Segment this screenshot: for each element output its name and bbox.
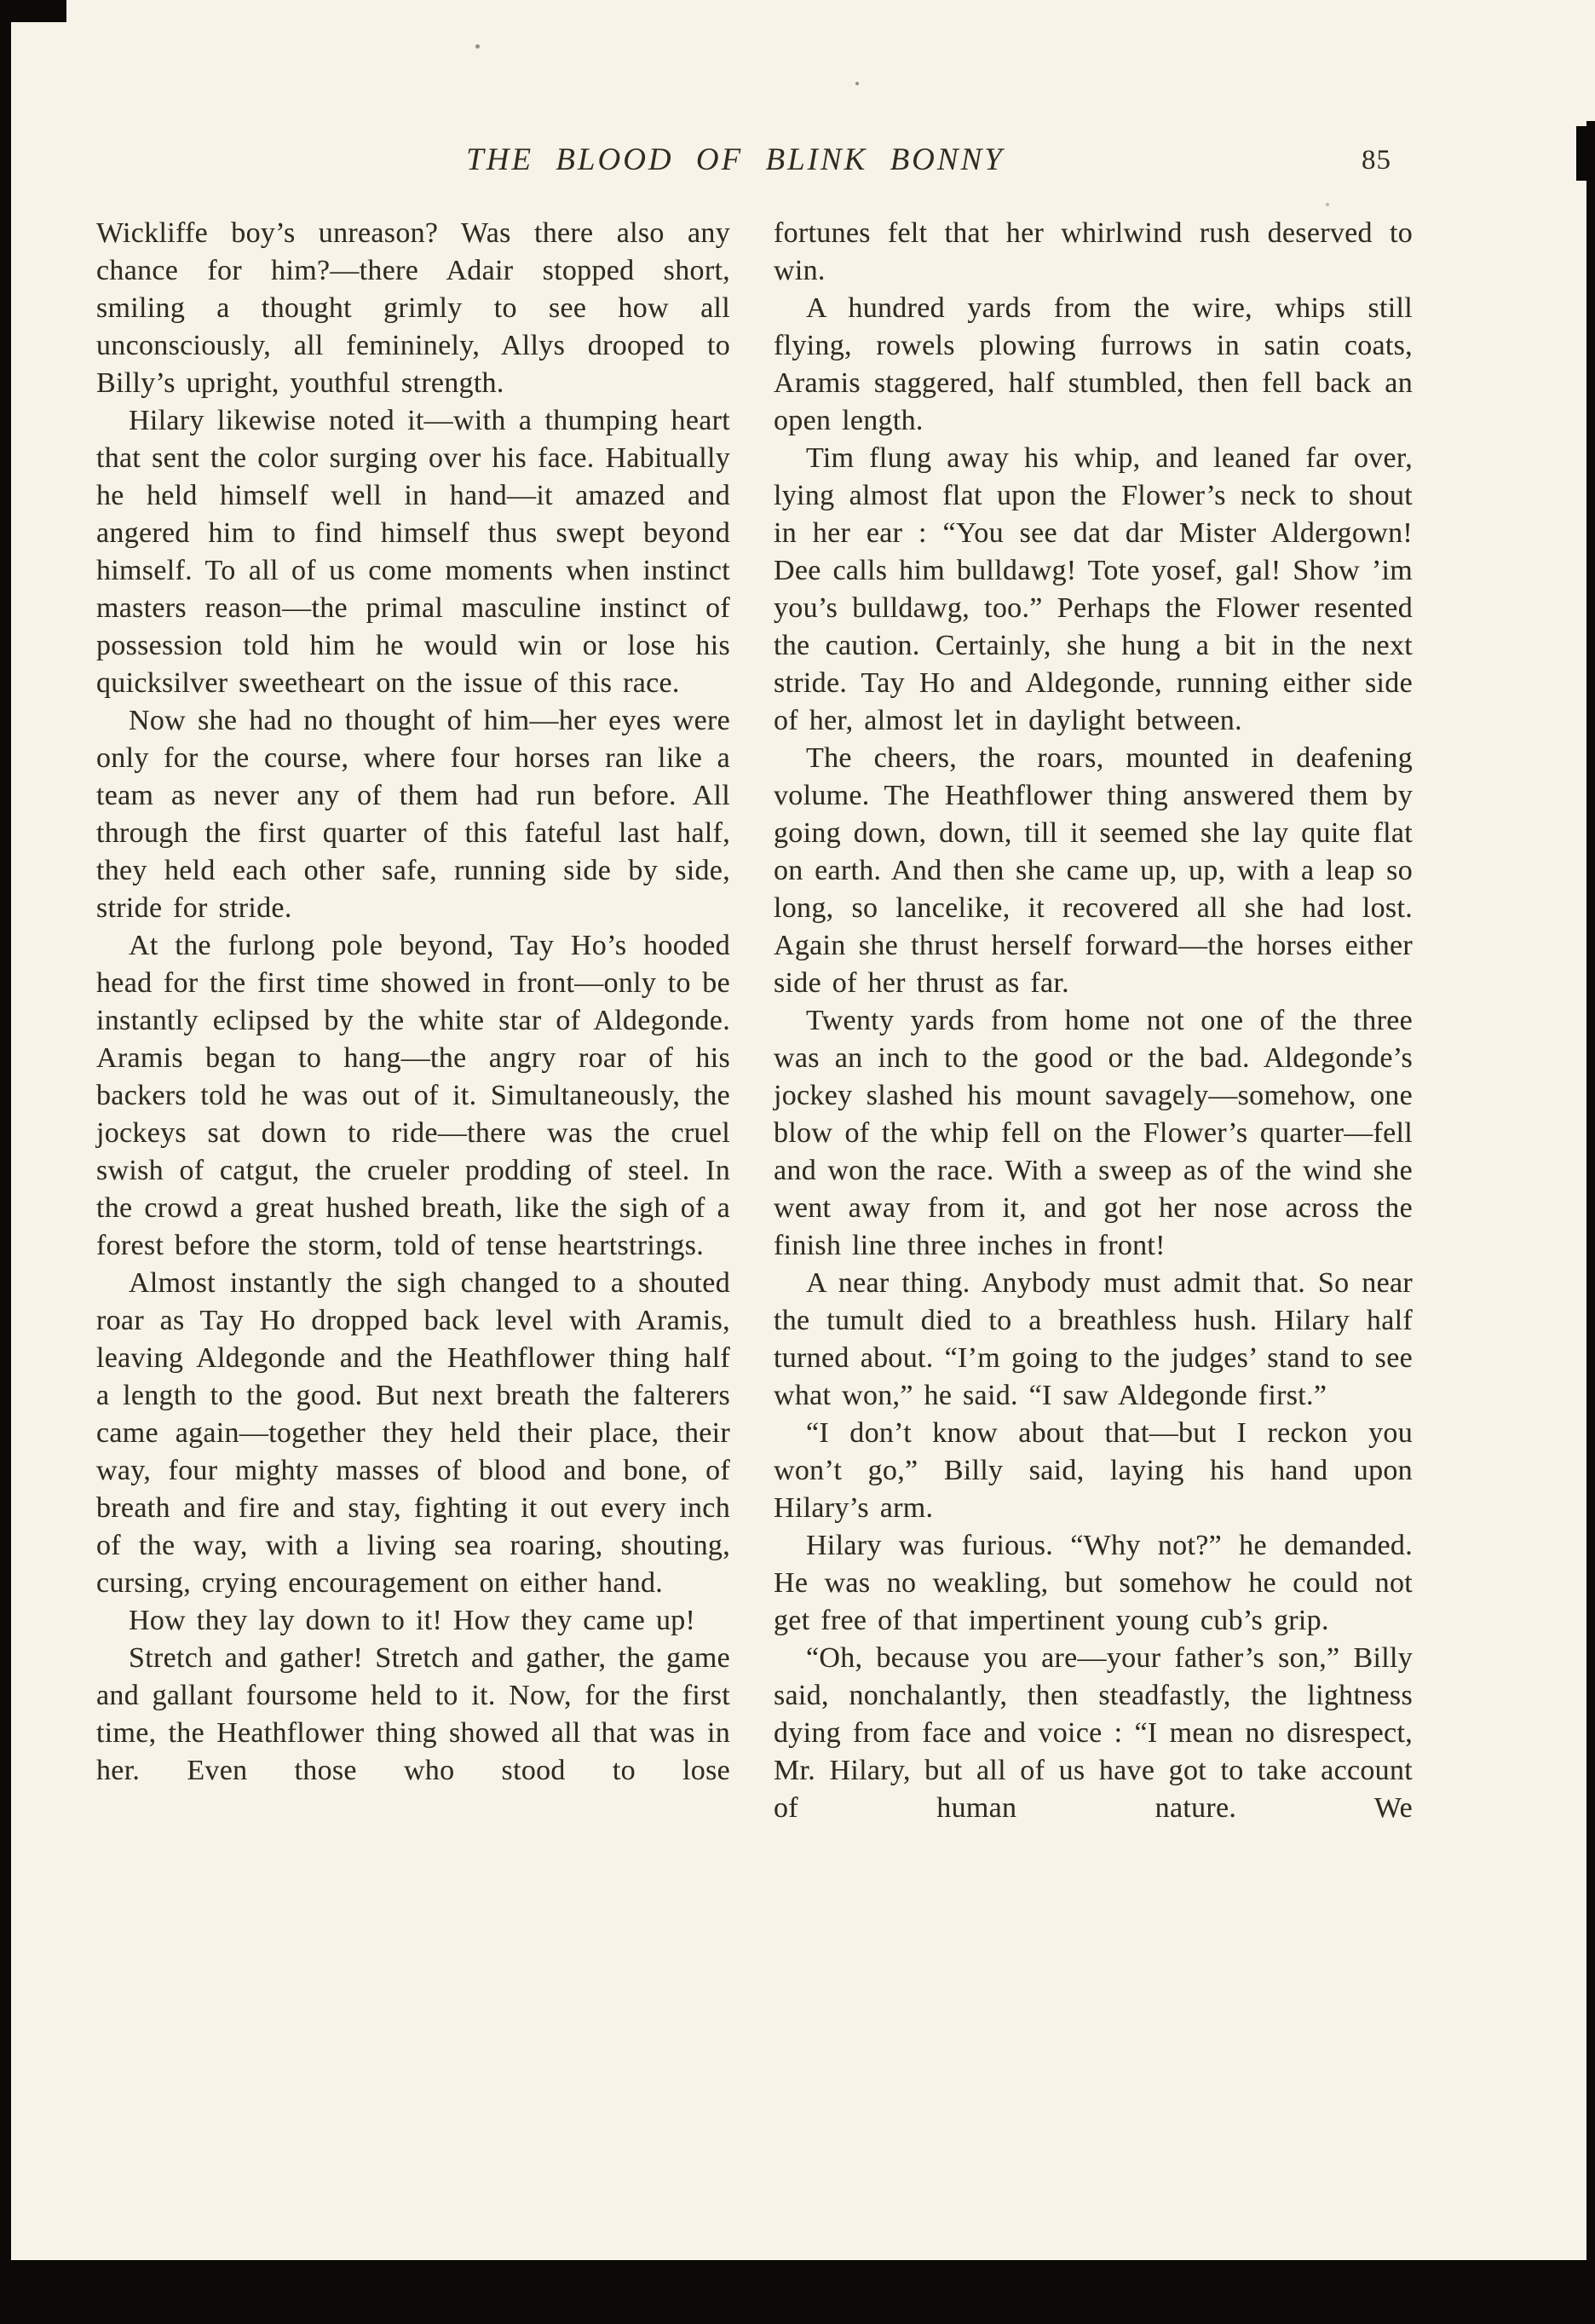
paragraph: How they lay down to it! How they came up! xyxy=(129,1605,696,1636)
paragraph: Hilary likewise noted it—with a thumping heart that sent the color surging over his face. Habitually he held himself well in hand—it amazed and angered him to find himself thus swept beyond himself. To all of us come moments when instinct masters reason—the primal masculine instinct of possession told him he would win or lose his quicksilver sweetheart on the issue of this race. xyxy=(96,405,730,699)
paragraph: Tim flung away his whip, and leaned far over, lying almost flat upon the Flower’s neck to shout in her ear : “You see dat dar Mister Aldergown! Dee calls him bulldawg! Tote yosef, gal! Show ’im you’s bulldawg, too.” Perhaps the Flower resented the caution. Certainly, she hung a bit in the next stride. Tay Ho and Aldegonde, running either side of her, almost let in daylight between. xyxy=(774,442,1413,736)
paragraph: The cheers, the roars, mounted in deafening volume. The Heathflower thing answered them by going down, down, till it seemed she lay quite flat on earth. And then she came up, up, with a leap so long, so lancelike, it recovered all she had lost. Again she thrust herself forward—the horses either side of her thrust as far. xyxy=(774,742,1413,999)
column-left xyxy=(96,215,730,1790)
paragraph: Now she had no thought of him—her eyes were only for the course, where four horses ran like a team as never any of them had run before. All through the first quarter of this fateful last half, they held each other safe, running side by side, stride for stride. xyxy=(96,705,730,924)
scan-edge-bottom xyxy=(0,2260,1595,2324)
paragraph: At the furlong pole beyond, Tay Ho’s hooded head for the first time showed in front—only to be instantly eclipsed by the white star of Aldegonde. Aramis began to hang—the angry roar of his backers told he was out of it. Simultaneously, the jockeys sat down to ride—there was the cruel swish of catgut, the crueler prodding of steel. In the crowd a great hushed breath, like the sigh of a forest before the storm, told of tense heartstrings. xyxy=(96,930,730,1261)
paragraph: Almost instantly the sigh changed to a shouted roar as Tay Ho dropped back level with Aramis, leaving Aldegonde and the Heathflower thing half a length to the good. But next breath the falterers came again—together they held their place, their way, four mighty masses of blood and bone, of breath and fire and stay, fighting it out every inch of the way, with a living sea roaring, shouting, cursing, crying encouragement on either hand. xyxy=(96,1267,730,1599)
page-number: 85 xyxy=(1362,145,1391,176)
paragraph: fortunes felt that her whirlwind rush deserved to win. xyxy=(774,217,1413,286)
scan-edge-right xyxy=(1586,121,1595,2324)
scan-speck xyxy=(475,44,480,49)
scan-speck xyxy=(1326,203,1329,206)
column-right xyxy=(774,215,1413,1827)
paragraph: “I don’t know about that—but I reckon you won’t go,” Billy said, laying his hand upon Hilary’s arm. xyxy=(774,1417,1413,1524)
paragraph: “Oh, because you are—your father’s son,” Billy said, nonchalantly, then steadfastly, the lightness dying from face and voice : “I mean no disrespect, Mr. Hilary, but all of us have got to take account of human nature. We xyxy=(774,1642,1413,1824)
scan-edge-left xyxy=(0,0,11,2324)
paragraph: A near thing. Anybody must admit that. So near the tumult died to a breathless hush. Hilary half turned about. “I’m going to the judges’ stand to see what won,” he said. “I saw Aldegonde first.” xyxy=(774,1267,1413,1411)
paragraph: Wickliffe boy’s unreason? Was there also any chance for him?—there Adair stopped short, smiling a thought grimly to see how all unconsciously, all femininely, Allys drooped to Billy’s upright, youthful strength. xyxy=(96,217,730,399)
paragraph: Hilary was furious. “Why not?” he demanded. He was no weakling, but somehow he could not get free of that impertinent young cub’s grip. xyxy=(774,1530,1413,1636)
paragraph: Twenty yards from home not one of the three was an inch to the good or the bad. Aldegonde’s jockey slashed his mount savagely—somehow, one blow of the whip fell on the Flower’s quarter—fell and won the race. With a sweep as of the wind she went away from it, and got her nose across the finish line three inches in front! xyxy=(774,1005,1413,1261)
scan-speck xyxy=(855,82,859,85)
scan-edge-top-right xyxy=(1576,126,1595,181)
scan-edge-top-left xyxy=(0,0,66,22)
paragraph: A hundred yards from the wire, whips still flying, rowels plowing furrows in satin coats, Aramis staggered, half stumbled, then fell back an open length. xyxy=(774,292,1413,436)
page-title: THE BLOOD OF BLINK BONNY xyxy=(466,142,1005,177)
paragraph: Stretch and gather! Stretch and gather, the game and gallant foursome held to it. Now, for the first time, the Heathflower thing showed all that was in her. Even those who stood to lose xyxy=(96,1642,730,1786)
